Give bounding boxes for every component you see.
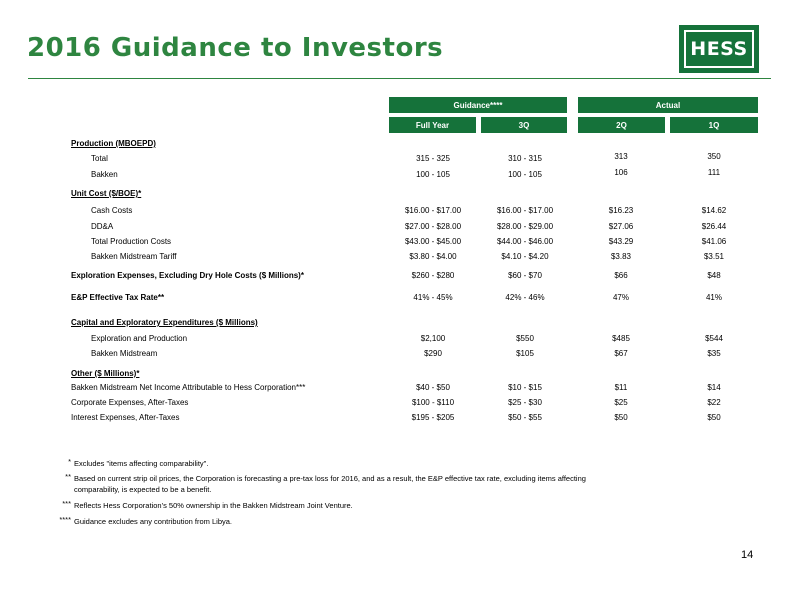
row-value-full-year: $3.80 - $4.00 [409,252,457,261]
row-value-full-year: $195 - $205 [411,413,455,422]
row-label: Other ($ Millions)* [71,369,140,378]
row-value-2q: $43.29 [608,237,634,246]
page-number: 14 [741,549,754,561]
row-label: Bakken Midstream Net Income Attributable to Hess Corporation*** [71,383,306,392]
row-value-3q: $60 - $70 [508,271,542,280]
row-value-1q: $35 [707,349,721,358]
row-label: Total Production Costs [91,237,172,246]
row-label: Exploration and Production [91,334,188,343]
row-label: Bakken Midstream [91,349,158,358]
row-value-full-year: $2,100 [420,334,446,343]
footnote-marker: ** [65,472,71,481]
footnote-text: Guidance excludes any contribution from Libya. [74,517,233,526]
table-row [0,382,800,394]
table-row [0,292,800,304]
row-value-2q: $3.83 [610,252,632,261]
row-value-3q: $4.10 - $4.20 [501,252,549,261]
table-row [0,221,800,233]
row-value-2q: $27.06 [608,222,634,231]
row-value-3q: $550 [516,334,534,343]
section-header-row [0,138,800,150]
row-label: Bakken [91,170,118,179]
section-header-row [0,317,800,329]
row-value-3q: $10 - $15 [508,383,542,392]
row-value-full-year: $43.00 - $45.00 [404,237,462,246]
row-label: Exploration Expenses, Excluding Dry Hole Costs ($ Millions)* [71,271,304,280]
row-label: E&P Effective Tax Rate** [71,293,165,302]
row-value-2q: 313 [614,152,628,161]
row-value-full-year: $40 - $50 [416,383,450,392]
group-header-guidance: Guidance**** [389,97,567,113]
footnote [65,472,586,495]
row-label: Corporate Expenses, After-Taxes [71,398,189,407]
row-value-full-year: $100 - $110 [411,398,455,407]
table-row [0,270,800,282]
table-row [0,153,800,165]
row-value-3q: $16.00 - $17.00 [496,206,554,215]
hess-logo [679,25,759,73]
column-header-1q: 1Q [670,117,758,133]
hess-logo-text: HESS [684,30,754,68]
footnote [62,499,353,511]
row-value-3q: $25 - $30 [508,398,542,407]
row-value-full-year: $16.00 - $17.00 [404,206,462,215]
column-header-full-year: Full Year [389,117,476,133]
row-value-full-year: 100 - 105 [416,170,450,179]
section-header-row [0,188,800,200]
row-label: Total [91,154,108,163]
table-row [0,348,800,360]
footnote-text: Excludes "items affecting comparability". [74,459,209,468]
title-divider [28,78,771,79]
row-value-2q: $16.23 [608,206,634,215]
row-label: Bakken Midstream Tariff [91,252,177,261]
footnote-text: comparability, is expected to be a benefit. [74,485,212,494]
row-value-3q: $28.00 - $29.00 [496,222,554,231]
row-value-1q: 111 [707,168,721,177]
row-value-3q: 42% - 46% [505,293,545,302]
row-value-2q: 106 [614,168,628,177]
footnote-marker: *** [62,499,71,508]
row-value-2q: $11 [614,383,628,392]
row-value-1q: $48 [707,271,721,280]
row-label: Cash Costs [91,206,133,215]
row-value-1q: $41.06 [701,237,727,246]
row-label: DD&A [91,222,114,231]
row-value-1q: $50 [707,413,721,422]
footnote-marker: * [68,457,71,466]
row-value-1q: $26.44 [701,222,727,231]
row-value-2q: $50 [614,413,628,422]
row-value-full-year: $260 - $280 [411,271,455,280]
table-row [0,397,800,409]
table-row [0,251,800,263]
row-value-1q: $3.51 [703,252,725,261]
footnote-text: Reflects Hess Corporation’s 50% ownership in the Bakken Midstream Joint Venture. [74,501,353,510]
row-value-full-year: $290 [424,349,442,358]
table-row [0,236,800,248]
row-label: Interest Expenses, After-Taxes [71,413,180,422]
group-header-actual: Actual [578,97,758,113]
table-row [0,333,800,345]
row-label: Capital and Exploratory Expenditures ($ Millions) [71,318,258,327]
footnote-text: Based on current strip oil prices, the Corporation is forecasting a pre-tax loss for 2016, and as a result, the E&P effective tax rate, excluding items affecting [74,474,586,483]
row-value-1q: $22 [707,398,721,407]
row-value-3q: 310 - 315 [508,154,542,163]
row-value-2q: $67 [614,349,628,358]
row-value-1q: $14.62 [701,206,727,215]
row-value-2q: $25 [614,398,628,407]
footnote-marker: **** [59,515,71,524]
row-value-1q: 41% [705,293,722,302]
page-title: 2016 Guidance to Investors [27,33,444,63]
row-value-full-year: $27.00 - $28.00 [404,222,462,231]
table-row [0,205,800,217]
column-header-3q: 3Q [481,117,567,133]
row-value-3q: $44.00 - $46.00 [496,237,554,246]
row-value-full-year: 315 - 325 [416,154,450,163]
footnote [68,457,209,469]
row-value-1q: 350 [707,152,721,161]
row-value-1q: $544 [705,334,723,343]
row-label: Production (MBOEPD) [71,139,156,148]
section-header-row [0,368,800,380]
column-header-2q: 2Q [578,117,665,133]
table-row [0,169,800,181]
row-value-2q: $485 [612,334,630,343]
row-value-3q: $105 [516,349,534,358]
row-value-1q: $14 [707,383,721,392]
row-value-3q: $50 - $55 [508,413,542,422]
row-label: Unit Cost ($/BOE)* [71,189,142,198]
row-value-2q: $66 [614,271,628,280]
row-value-2q: 47% [612,293,629,302]
table-row [0,412,800,424]
footnote [59,515,233,527]
row-value-full-year: 41% - 45% [413,293,453,302]
row-value-3q: 100 - 105 [508,170,542,179]
